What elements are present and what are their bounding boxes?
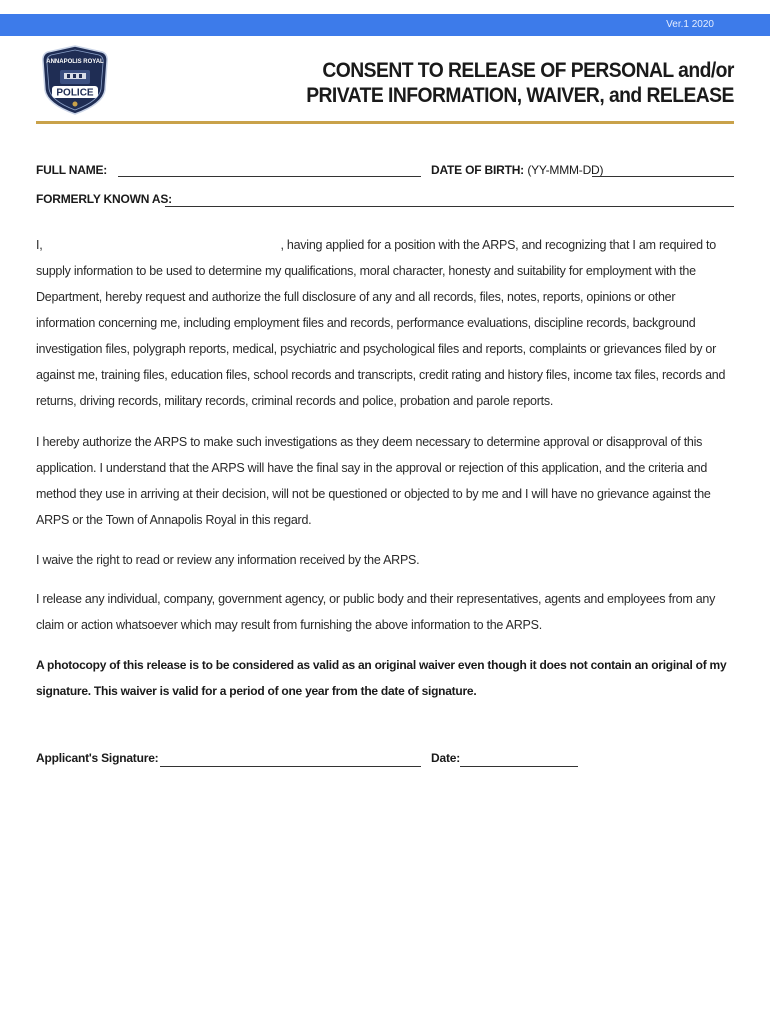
signature-row: [36, 751, 158, 765]
p1-prefix: I,: [36, 238, 43, 252]
dob-field[interactable]: [592, 176, 734, 177]
dob-row: [431, 163, 603, 177]
release-paragraph: I release any individual, company, government agency, or public body and their representatives, agents and employees from any claim or action whatsoever which may result from furnishing the above information to the ARPS.: [36, 592, 716, 632]
investigation-paragraph: I hereby authorize the ARPS to make such investigations as they deem necessary to determine approval or disapproval of this application. I understand that the ARPS will have the final say in the approval or rejection of this application, and the criteria and method they use in arriving at their decision, will not be questioned or objected to by me and I will have no grievance against the ARPS or the Town of Annapolis Royal in this regard.: [36, 435, 711, 527]
p1-text: , having applied for a position with the ARPS, and recognizing that I am required to supply information to be used to determine my qualifications, moral character, honesty and suitability for employment with the Department, hereby request and authorize the full disclosure of any and all records, files, notes, reports, opinions or other information concerning me, including employment files and records, performance evaluations, discipline records, background investigation files, polygraph reports, medical, psychiatric and psychological files and reports, complaints or grievances filed by or against me, training files, education files, school records and transcripts, credit rating and history files, income tax files, records and returns, driving records, military records, criminal records and police, probation and parole reports.: [36, 238, 726, 408]
title-divider: [36, 121, 734, 124]
photocopy-notice: A photocopy of this release is to be considered as valid as an original waiver even though it does not contain an original of my signature. This waiver is valid for a period of one year from the date of signature.: [36, 658, 727, 698]
dob-label: DATE OF BIRTH:: [431, 163, 524, 177]
date-field[interactable]: [460, 766, 578, 767]
full-name-label: FULL NAME:: [36, 163, 108, 177]
applicant-signature-label: Applicant's Signature:: [36, 751, 159, 765]
header-bar: [0, 14, 770, 36]
police-badge-logo: [40, 44, 110, 116]
badge-main-text: POLICE: [56, 87, 94, 99]
waiver-paragraph: I waive the right to read or review any information received by the ARPS.: [36, 553, 420, 567]
formerly-field[interactable]: [165, 206, 734, 207]
authorization-paragraph: [36, 232, 736, 414]
full-name-row: [36, 163, 107, 177]
date-label: Date:: [431, 751, 461, 765]
version-label: Ver.1 2020: [666, 19, 714, 30]
document-title: [306, 58, 734, 108]
badge-top-text: ANNAPOLIS ROYAL: [46, 59, 104, 65]
title-line-2: PRIVATE INFORMATION, WAIVER, and RELEASE: [306, 84, 734, 107]
date-row: [431, 751, 460, 765]
formerly-label: FORMERLY KNOWN AS:: [36, 192, 172, 206]
full-name-field[interactable]: [118, 176, 421, 177]
formerly-row: [36, 192, 172, 206]
applicant-signature-field[interactable]: [160, 766, 421, 767]
dob-hint: (YY-MMM-DD): [527, 163, 604, 177]
title-line-1: CONSENT TO RELEASE OF PERSONAL and/or: [322, 59, 734, 82]
